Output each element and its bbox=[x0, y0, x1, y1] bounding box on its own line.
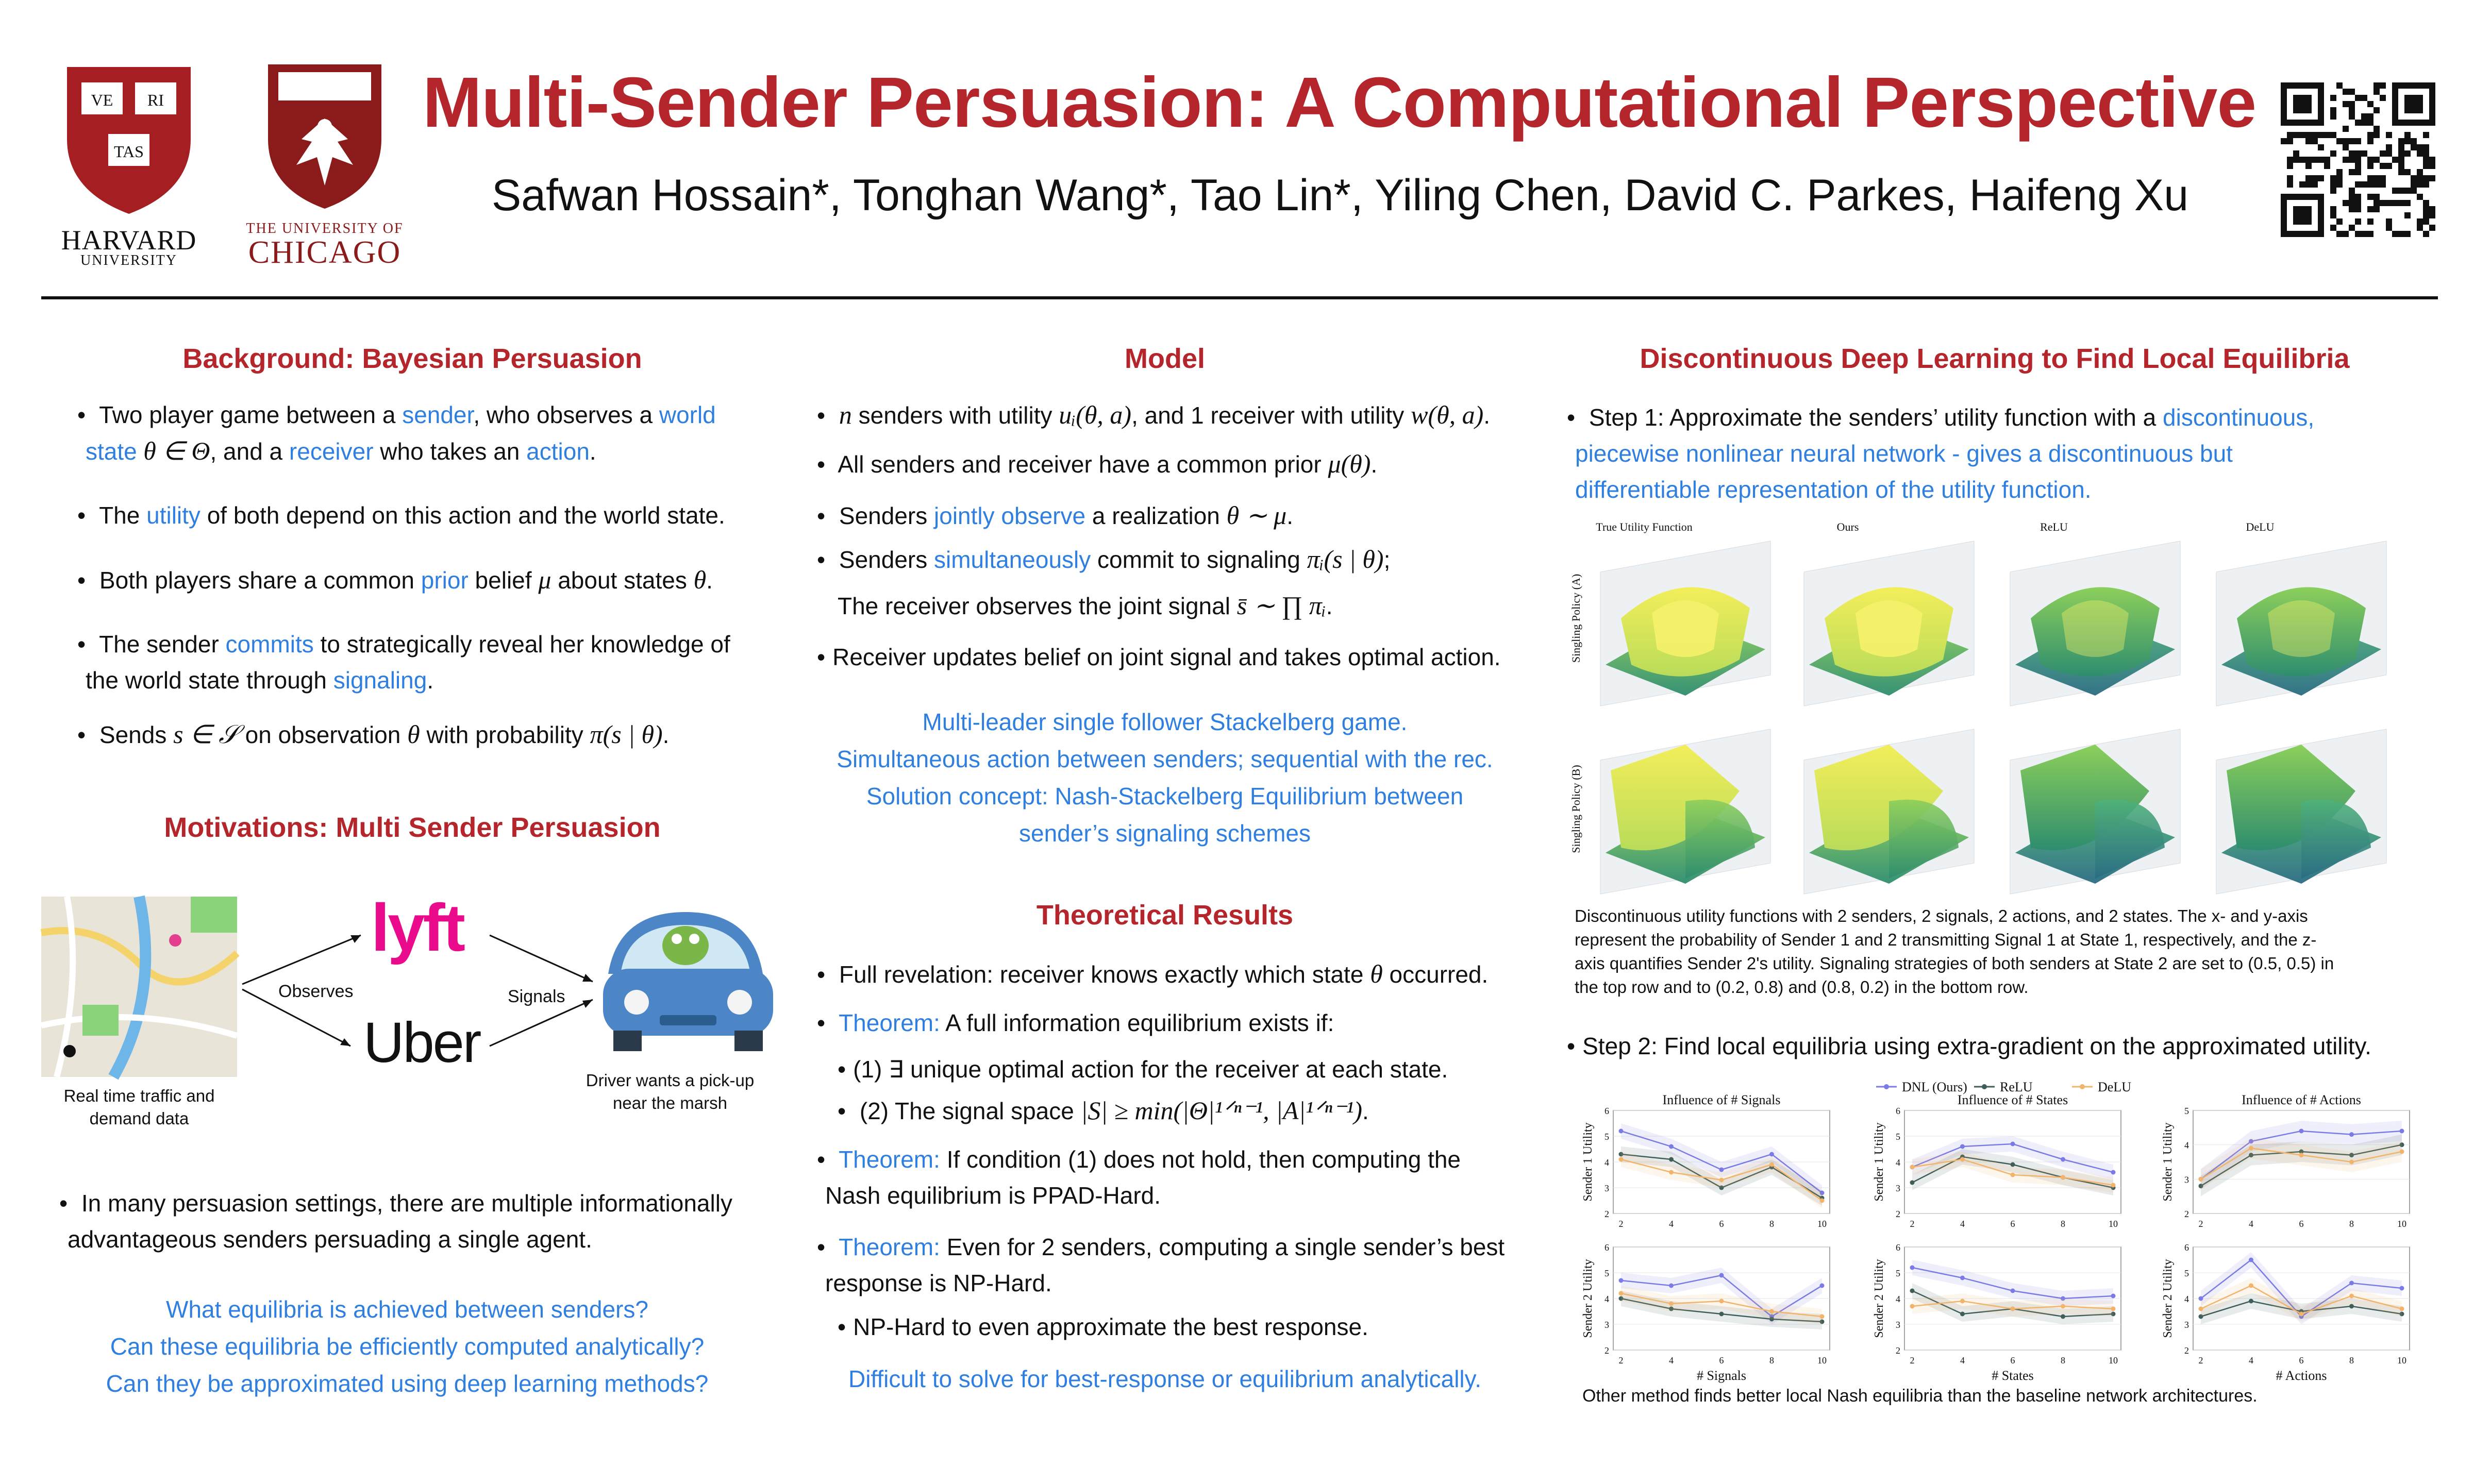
surface-title-ours: Ours bbox=[1836, 520, 1859, 533]
ytick-3-6: 6 bbox=[1604, 1242, 1609, 1253]
shield-word-ri: RI bbox=[147, 91, 164, 109]
series-point-5-1-3 bbox=[2349, 1304, 2354, 1309]
series-point-3-0-2 bbox=[1719, 1273, 1724, 1278]
shield-word-ve: VE bbox=[91, 91, 113, 109]
utility-line-charts bbox=[1562, 1074, 2438, 1384]
theory-bullet-3: • Theorem: If condition (1) does not hold, then computing the Nash equilibrium is PPAD-Hard. bbox=[817, 1141, 1539, 1213]
series-point-4-0-1 bbox=[1960, 1276, 1965, 1280]
step1-bullet: • Step 1: Approximate the senders’ utility function with a discontinuous, piecewise nonlinear neural network - gives a discontinuous but differentiable representation of the utility function. bbox=[1567, 399, 2438, 508]
surface-row-b-label: Singling Policy (B) bbox=[1569, 765, 1582, 853]
legend-label-1: ReLU bbox=[2000, 1080, 2033, 1094]
ytick-4-3: 3 bbox=[1896, 1320, 1900, 1330]
series-point-4-1-1 bbox=[1960, 1312, 1965, 1317]
series-point-5-0-1 bbox=[2249, 1258, 2253, 1262]
xtick-3-2: 2 bbox=[1618, 1355, 1624, 1365]
model-bullet-2: • All senders and receiver have a common prior μ(θ). bbox=[817, 446, 1539, 482]
series-point-3-2-4 bbox=[1820, 1314, 1825, 1319]
series-point-4-1-0 bbox=[1910, 1289, 1915, 1293]
ytick-2-3: 3 bbox=[2184, 1174, 2189, 1185]
legend-label-0: DNL (Ours) bbox=[1902, 1080, 1967, 1094]
theory-bullet-4a: • NP-Hard to even approximate the best response. bbox=[838, 1309, 1539, 1345]
ytick-2-5: 5 bbox=[2184, 1106, 2189, 1116]
surface-plot-0-2 bbox=[2010, 541, 2180, 706]
series-point-0-0-0 bbox=[1619, 1129, 1624, 1134]
car-icon bbox=[603, 912, 773, 1051]
surface-title-delu: DeLU bbox=[2246, 520, 2275, 533]
series-point-3-0-4 bbox=[1820, 1284, 1825, 1288]
xtick-1-4: 4 bbox=[1960, 1219, 1965, 1229]
series-point-2-0-2 bbox=[2299, 1129, 2304, 1134]
xtick-5-2: 2 bbox=[2198, 1355, 2203, 1365]
theory-heading: Theoretical Results bbox=[1036, 900, 1294, 931]
question-3: Can they be approximated using deep learning methods? bbox=[106, 1370, 709, 1397]
theory-bullet-4: • Theorem: Even for 2 senders, computing a single sender’s best response is NP-Hard. bbox=[817, 1229, 1539, 1301]
model-bullet-4b: The receiver observes the joint signal s̄ ∼ ∏ πᵢ. bbox=[838, 591, 1333, 620]
ytick-5-5: 5 bbox=[2184, 1268, 2189, 1278]
ytick-1-4: 4 bbox=[1896, 1157, 1900, 1168]
surface-plot-1-0 bbox=[1600, 729, 1770, 894]
ytick-5-4: 4 bbox=[2184, 1294, 2189, 1304]
legend-marker-1 bbox=[1982, 1084, 1987, 1089]
ytick-1-2: 2 bbox=[1896, 1209, 1900, 1219]
ytick-3-2: 2 bbox=[1604, 1345, 1609, 1356]
xtick-5-10: 10 bbox=[2397, 1355, 2406, 1365]
xtick-1-10: 10 bbox=[2109, 1219, 2118, 1229]
ytick-4-4: 4 bbox=[1896, 1294, 1900, 1304]
series-point-0-0-1 bbox=[1669, 1144, 1674, 1149]
series-point-4-2-1 bbox=[1960, 1299, 1965, 1304]
surface-plot-1-2 bbox=[2010, 729, 2180, 894]
series-point-2-2-3 bbox=[2349, 1160, 2354, 1165]
xtick-3-8: 8 bbox=[1769, 1355, 1774, 1365]
question-2: Can these equilibria be efficiently computed analytically? bbox=[110, 1333, 705, 1360]
author-list: Safwan Hossain*, Tonghan Wang*, Tao Lin*, Yiling Chen, David C. Parkes, Haifeng Xu bbox=[491, 171, 2189, 220]
series-point-5-2-4 bbox=[2400, 1307, 2404, 1311]
line-chart-2 bbox=[2161, 1092, 2410, 1229]
theory-bullet-1: • Full revelation: receiver knows exactly which state θ occurred. bbox=[817, 956, 1539, 992]
xtick-0-4: 4 bbox=[1669, 1219, 1674, 1229]
series-point-5-0-0 bbox=[2199, 1296, 2203, 1301]
chart-title-0: Influence of # Signals bbox=[1662, 1092, 1781, 1107]
qr-code[interactable] bbox=[2281, 82, 2435, 237]
chart-ylabel-3: Sender 2 Utility bbox=[1581, 1259, 1595, 1338]
series-point-4-2-4 bbox=[2111, 1307, 2116, 1311]
background-bullet-5: • Sends s ∈ 𝒮 on observation θ with probability π(s | θ). bbox=[77, 716, 783, 753]
xtick-2-8: 8 bbox=[2349, 1219, 2354, 1229]
ytick-3-4: 4 bbox=[1604, 1294, 1609, 1304]
chart-ylabel-1: Sender 1 Utility bbox=[1873, 1122, 1886, 1202]
legend-label-2: DeLU bbox=[2098, 1080, 2131, 1094]
theory-bullet-2: • Theorem: A full information equilibrium exists if: bbox=[817, 1005, 1539, 1041]
series-point-1-2-3 bbox=[2061, 1175, 2065, 1180]
series-point-2-0-3 bbox=[2349, 1132, 2354, 1137]
series-point-3-2-1 bbox=[1669, 1302, 1674, 1306]
summary-line-2: Simultaneous action between senders; sequential with the rec. bbox=[837, 746, 1493, 772]
series-point-4-0-0 bbox=[1910, 1266, 1915, 1270]
xtick-0-6: 6 bbox=[1719, 1219, 1724, 1229]
background-heading: Background: Bayesian Persuasion bbox=[182, 343, 642, 374]
xtick-0-8: 8 bbox=[1769, 1219, 1774, 1229]
xtick-5-8: 8 bbox=[2349, 1355, 2354, 1365]
xtick-4-10: 10 bbox=[2109, 1355, 2118, 1365]
series-point-5-0-4 bbox=[2400, 1286, 2404, 1291]
xtick-1-6: 6 bbox=[2010, 1219, 2015, 1229]
series-point-4-1-3 bbox=[2061, 1314, 2065, 1319]
summary-line-1: Multi-leader single follower Stackelberg game. bbox=[922, 709, 1408, 735]
ytick-2-4: 4 bbox=[2184, 1140, 2189, 1151]
surface-title-relu: ReLU bbox=[2040, 520, 2068, 533]
xtick-2-10: 10 bbox=[2397, 1219, 2406, 1229]
summary-line-4: sender’s signaling schemes bbox=[1019, 820, 1311, 847]
motivation-bullet: • In many persuasion settings, there are multiple informationally advantageous senders persuading a single agent. bbox=[59, 1185, 781, 1257]
xtick-1-2: 2 bbox=[1910, 1219, 1915, 1229]
motivations-heading: Motivations: Multi Sender Persuasion bbox=[164, 812, 661, 843]
xtick-0-2: 2 bbox=[1618, 1219, 1624, 1229]
surface-title-true: True Utility Function bbox=[1596, 520, 1693, 533]
ytick-4-5: 5 bbox=[1896, 1268, 1900, 1278]
xtick-4-4: 4 bbox=[1960, 1355, 1965, 1365]
series-point-2-2-0 bbox=[2199, 1177, 2203, 1182]
series-point-5-2-0 bbox=[2199, 1307, 2203, 1311]
model-heading: Model bbox=[1125, 343, 1205, 374]
ytick-1-3: 3 bbox=[1896, 1183, 1900, 1193]
ytick-1-6: 6 bbox=[1896, 1106, 1900, 1116]
background-bullet-2: • The utility of both depend on this action and the world state. bbox=[77, 497, 783, 533]
xtick-2-4: 4 bbox=[2249, 1219, 2253, 1229]
line-chart-5 bbox=[2161, 1242, 2410, 1383]
series-point-0-0-2 bbox=[1719, 1168, 1724, 1172]
series-point-4-2-0 bbox=[1910, 1304, 1915, 1309]
series-point-1-2-0 bbox=[1910, 1165, 1915, 1170]
series-point-1-0-3 bbox=[2061, 1157, 2065, 1162]
chart-ylabel-4: Sender 2 Utility bbox=[1873, 1259, 1886, 1338]
theory-footer: Difficult to solve for best-response or equilibrium analytically. bbox=[848, 1365, 1482, 1392]
ddl-heading: Discontinuous Deep Learning to Find Local Equilibria bbox=[1640, 343, 2350, 374]
surface-caption bbox=[1575, 904, 2440, 999]
ytick-2-2: 2 bbox=[2184, 1209, 2189, 1219]
ytick-3-5: 5 bbox=[1604, 1268, 1609, 1278]
surface-plot-1-3 bbox=[2216, 729, 2386, 894]
theory-bullet-2a: • (1) ∃ unique optimal action for the receiver at each state. bbox=[838, 1051, 1539, 1087]
chart-ylabel-0: Sender 1 Utility bbox=[1581, 1122, 1595, 1202]
series-point-4-2-3 bbox=[2061, 1304, 2065, 1309]
theory-bullet-2b: • (2) The signal space |S| ≥ min(|Θ|¹ᐟⁿ⁻¹, |A|¹ᐟⁿ⁻¹). bbox=[838, 1092, 1539, 1129]
ytick-0-6: 6 bbox=[1604, 1106, 1609, 1116]
surface-plot-0-1 bbox=[1804, 541, 1974, 706]
surface-plot-grid bbox=[1562, 520, 2438, 902]
chicago-line2: CHICAGO bbox=[248, 235, 402, 270]
background-bullet-1: • Two player game between a sender, who observes a world state θ ∈ Θ, and a receiver who takes an action. bbox=[77, 397, 783, 469]
chart-ylabel-5: Sender 2 Utility bbox=[2161, 1259, 2175, 1338]
legend-marker-2 bbox=[2080, 1084, 2085, 1089]
xtick-3-4: 4 bbox=[1669, 1355, 1674, 1365]
shield-word-tas: TAS bbox=[114, 142, 144, 161]
driver-caption: Driver wants a pick-up near the marsh bbox=[586, 1071, 755, 1112]
series-point-4-0-4 bbox=[2111, 1294, 2116, 1298]
series-point-2-2-1 bbox=[2249, 1146, 2253, 1151]
series-point-3-1-2 bbox=[1719, 1312, 1724, 1317]
motivation-questions bbox=[41, 1291, 773, 1402]
ytick-0-5: 5 bbox=[1604, 1132, 1609, 1142]
traffic-map-icon bbox=[41, 897, 237, 1077]
series-point-1-1-2 bbox=[2011, 1162, 2015, 1167]
harvard-logo bbox=[62, 62, 196, 216]
caption-line-1: Discontinuous utility functions with 2 senders, 2 signals, 2 actions, and 2 states. The x- and y-axis bbox=[1575, 906, 2308, 925]
chicago-logo bbox=[265, 62, 384, 211]
model-bullet-5: • Receiver updates belief on joint signal and takes optimal action. bbox=[817, 639, 1539, 675]
series-point-1-0-2 bbox=[2011, 1142, 2015, 1146]
background-bullet-4: • The sender commits to strategically reveal her knowledge of the world state through signaling. bbox=[77, 626, 783, 698]
poster-title: Multi-Sender Persuasion: A Computational Perspective bbox=[423, 63, 2256, 142]
legend-marker-0 bbox=[1884, 1084, 1889, 1089]
line-chart-4 bbox=[1873, 1242, 2121, 1383]
series-point-3-0-0 bbox=[1619, 1278, 1624, 1283]
uber-logo: Uber bbox=[363, 1011, 480, 1074]
question-1: What equilibria is achieved between senders? bbox=[166, 1296, 648, 1323]
map-caption: Real time traffic and demand data bbox=[63, 1086, 215, 1128]
caption-line-2: represent the probability of Sender 1 and 2 transmitting Signal 1 at State 1, respectively, and the z- bbox=[1575, 930, 2317, 949]
series-point-0-0-3 bbox=[1769, 1152, 1774, 1157]
caption-line-3: axis quantifies Sender 2's utility. Signaling strategies of both senders at State 2 are set to (0.5, 0.5) in bbox=[1575, 954, 2334, 973]
ytick-5-3: 3 bbox=[2184, 1320, 2189, 1330]
ytick-0-4: 4 bbox=[1604, 1157, 1609, 1168]
chart-title-2: Influence of # Actions bbox=[2242, 1092, 2361, 1107]
surface-plot-1-1 bbox=[1804, 729, 1974, 894]
model-bullet-1: • n senders with utility uᵢ(θ, a), and 1 receiver with utility w(θ, a). bbox=[817, 397, 1539, 433]
xtick-1-8: 8 bbox=[2061, 1219, 2065, 1229]
chicago-line1: THE UNIVERSITY OF bbox=[246, 221, 404, 237]
series-point-5-2-3 bbox=[2349, 1294, 2354, 1298]
series-point-5-2-2 bbox=[2299, 1312, 2304, 1317]
series-point-0-2-3 bbox=[1769, 1162, 1774, 1167]
ytick-5-2: 2 bbox=[2184, 1345, 2189, 1356]
series-point-0-2-0 bbox=[1619, 1157, 1624, 1162]
series-point-1-0-4 bbox=[2111, 1170, 2116, 1175]
line-chart-3 bbox=[1581, 1242, 1830, 1383]
summary-line-3: Solution concept: Nash-Stackelberg Equilibrium between bbox=[866, 783, 1464, 810]
series-point-3-2-0 bbox=[1619, 1291, 1624, 1296]
line-chart-1 bbox=[1873, 1092, 2121, 1229]
caption-line-4: the top row and to (0.2, 0.8) and (0.8, 0.2) in the bottom row. bbox=[1575, 977, 2029, 997]
series-point-1-0-1 bbox=[1960, 1144, 1965, 1149]
ytick-1-5: 5 bbox=[1896, 1132, 1900, 1142]
xtick-3-6: 6 bbox=[1719, 1355, 1724, 1365]
series-point-4-0-2 bbox=[2011, 1289, 2015, 1293]
xtick-2-2: 2 bbox=[2198, 1219, 2203, 1229]
surface-plot-0-0 bbox=[1600, 541, 1770, 706]
xtick-4-6: 6 bbox=[2010, 1355, 2015, 1365]
line-chart-0 bbox=[1581, 1092, 1830, 1229]
series-point-4-2-2 bbox=[2011, 1307, 2015, 1311]
series-point-5-1-1 bbox=[2249, 1299, 2253, 1304]
series-point-5-2-1 bbox=[2249, 1284, 2253, 1288]
ytick-0-3: 3 bbox=[1604, 1183, 1609, 1193]
series-point-1-2-4 bbox=[2111, 1183, 2116, 1188]
series-point-1-1-0 bbox=[1910, 1181, 1915, 1185]
xtick-4-8: 8 bbox=[2061, 1355, 2065, 1365]
harvard-name: HARVARD bbox=[61, 225, 197, 256]
step2-bullet: • Step 2: Find local equilibria using extra-gradient on the approximated utility. bbox=[1567, 1028, 2438, 1064]
series-point-5-0-3 bbox=[2349, 1281, 2354, 1286]
series-point-3-2-2 bbox=[1719, 1299, 1724, 1304]
xtick-0-10: 10 bbox=[1817, 1219, 1827, 1229]
series-point-0-2-2 bbox=[1719, 1178, 1724, 1183]
chart-xlabel-3: # Signals bbox=[1696, 1368, 1747, 1383]
lyft-logo: lyft bbox=[371, 890, 463, 965]
xtick-5-4: 4 bbox=[2249, 1355, 2253, 1365]
series-point-2-2-2 bbox=[2299, 1153, 2304, 1157]
header-rule bbox=[41, 296, 2438, 299]
ytick-4-6: 6 bbox=[1896, 1242, 1900, 1253]
signals-label: Signals bbox=[508, 987, 565, 1006]
xtick-3-10: 10 bbox=[1817, 1355, 1827, 1365]
series-point-0-1-1 bbox=[1669, 1157, 1674, 1162]
series-point-0-2-1 bbox=[1669, 1170, 1674, 1175]
chart-xlabel-5: # Actions bbox=[2276, 1368, 2327, 1383]
chart-xlabel-4: # States bbox=[1992, 1368, 2034, 1383]
ytick-3-3: 3 bbox=[1604, 1320, 1609, 1330]
observes-label: Observes bbox=[278, 982, 354, 1001]
model-bullet-4: • Senders simultaneously commit to signaling πᵢ(s | θ); bbox=[817, 541, 1539, 578]
xtick-5-6: 6 bbox=[2299, 1355, 2304, 1365]
series-point-1-2-1 bbox=[1960, 1157, 1965, 1162]
chart-ylabel-2: Sender 1 Utility bbox=[2161, 1122, 2175, 1202]
surface-row-a-label: Singling Policy (A) bbox=[1569, 574, 1582, 663]
harvard-sub: UNIVERSITY bbox=[80, 252, 177, 268]
ytick-0-2: 2 bbox=[1604, 1209, 1609, 1219]
model-bullet-3: • Senders jointly observe a realization θ ∼ μ. bbox=[817, 497, 1539, 534]
ddl-footer: Other method finds better local Nash equilibria than the baseline network architectures. bbox=[1582, 1386, 2258, 1406]
series-point-1-2-2 bbox=[2011, 1173, 2015, 1177]
xtick-2-6: 6 bbox=[2299, 1219, 2304, 1229]
series-point-3-0-1 bbox=[1669, 1284, 1674, 1288]
xtick-4-2: 2 bbox=[1910, 1355, 1915, 1365]
surface-plot-0-3 bbox=[2216, 541, 2386, 706]
model-summary bbox=[804, 703, 1526, 852]
series-point-0-2-4 bbox=[1820, 1199, 1825, 1203]
background-bullet-3: • Both players share a common prior belief μ about states θ. bbox=[77, 562, 783, 598]
ytick-5-6: 6 bbox=[2184, 1242, 2189, 1253]
ytick-4-2: 2 bbox=[1896, 1345, 1900, 1356]
series-point-3-2-3 bbox=[1769, 1309, 1774, 1314]
series-point-2-2-4 bbox=[2400, 1150, 2404, 1154]
series-point-2-0-4 bbox=[2400, 1129, 2404, 1134]
chart-title-1: Influence of # States bbox=[1957, 1092, 2068, 1107]
